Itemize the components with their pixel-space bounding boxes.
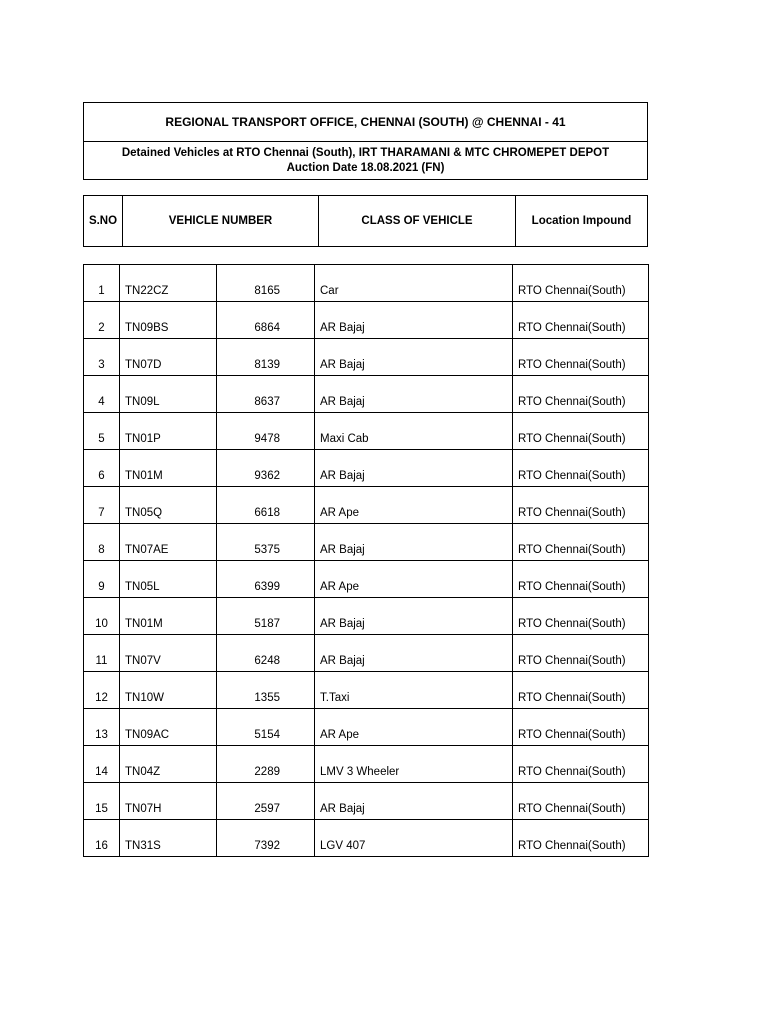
row-vehicle-class: AR Bajaj	[315, 635, 513, 672]
row-vehicle-prefix: TN22CZ	[120, 265, 217, 302]
row-location: RTO Chennai(South)	[513, 413, 649, 450]
row-vehicle-number: 9478	[217, 413, 315, 450]
vehicle-table-body	[84, 265, 649, 857]
header-class-of-vehicle: CLASS OF VEHICLE	[319, 196, 516, 246]
row-sno: 2	[84, 302, 120, 339]
table-row	[84, 339, 649, 376]
row-sno: 9	[84, 561, 120, 598]
row-vehicle-prefix: TN04Z	[120, 746, 217, 783]
row-location: RTO Chennai(South)	[513, 783, 649, 820]
title-block	[83, 102, 648, 180]
row-vehicle-class: T.Taxi	[315, 672, 513, 709]
table-row	[84, 413, 649, 450]
row-sno: 3	[84, 339, 120, 376]
row-vehicle-class: AR Ape	[315, 561, 513, 598]
row-vehicle-class: AR Bajaj	[315, 450, 513, 487]
table-row	[84, 302, 649, 339]
row-location: RTO Chennai(South)	[513, 524, 649, 561]
row-vehicle-number: 5187	[217, 598, 315, 635]
document-subtitle	[84, 142, 647, 179]
row-sno: 4	[84, 376, 120, 413]
row-location: RTO Chennai(South)	[513, 635, 649, 672]
row-location: RTO Chennai(South)	[513, 561, 649, 598]
row-vehicle-class: AR Bajaj	[315, 339, 513, 376]
table-row	[84, 746, 649, 783]
row-vehicle-number: 8637	[217, 376, 315, 413]
header-vehicle-number: VEHICLE NUMBER	[123, 196, 319, 246]
row-location: RTO Chennai(South)	[513, 672, 649, 709]
row-sno: 7	[84, 487, 120, 524]
row-vehicle-prefix: TN09AC	[120, 709, 217, 746]
row-sno: 5	[84, 413, 120, 450]
row-vehicle-number: 6248	[217, 635, 315, 672]
row-vehicle-class: AR Ape	[315, 709, 513, 746]
row-vehicle-class: AR Bajaj	[315, 302, 513, 339]
row-sno: 1	[84, 265, 120, 302]
document-title: REGIONAL TRANSPORT OFFICE, CHENNAI (SOUTH) @ CHENNAI - 41	[84, 103, 647, 142]
row-vehicle-prefix: TN05L	[120, 561, 217, 598]
row-sno: 13	[84, 709, 120, 746]
row-vehicle-number: 9362	[217, 450, 315, 487]
table-row	[84, 783, 649, 820]
row-vehicle-prefix: TN07AE	[120, 524, 217, 561]
row-vehicle-prefix: TN09L	[120, 376, 217, 413]
row-vehicle-class: Maxi Cab	[315, 413, 513, 450]
table-row	[84, 635, 649, 672]
table-row	[84, 487, 649, 524]
row-vehicle-prefix: TN01P	[120, 413, 217, 450]
table-row	[84, 265, 649, 302]
row-vehicle-number: 7392	[217, 820, 315, 857]
row-location: RTO Chennai(South)	[513, 376, 649, 413]
row-vehicle-prefix: TN09BS	[120, 302, 217, 339]
row-sno: 11	[84, 635, 120, 672]
row-sno: 14	[84, 746, 120, 783]
row-vehicle-class: AR Bajaj	[315, 524, 513, 561]
table-row	[84, 820, 649, 857]
row-vehicle-number: 2597	[217, 783, 315, 820]
table-row	[84, 672, 649, 709]
row-vehicle-class: AR Bajaj	[315, 783, 513, 820]
row-vehicle-number: 8139	[217, 339, 315, 376]
row-vehicle-number: 5154	[217, 709, 315, 746]
row-location: RTO Chennai(South)	[513, 450, 649, 487]
row-sno: 12	[84, 672, 120, 709]
auction-date: Auction Date 18.08.2021 (FN)	[286, 161, 445, 174]
row-location: RTO Chennai(South)	[513, 302, 649, 339]
row-vehicle-number: 6399	[217, 561, 315, 598]
row-vehicle-number: 8165	[217, 265, 315, 302]
row-location: RTO Chennai(South)	[513, 820, 649, 857]
table-row	[84, 709, 649, 746]
header-location: Location Impound	[531, 215, 632, 227]
row-vehicle-prefix: TN07D	[120, 339, 217, 376]
row-sno: 16	[84, 820, 120, 857]
table-row	[84, 524, 649, 561]
row-vehicle-number: 2289	[217, 746, 315, 783]
subtitle-line-1: Detained Vehicles at RTO Chennai (South), IRT THARAMANI & MTC CHROMEPET DEPOT	[121, 146, 610, 159]
table-row	[84, 450, 649, 487]
row-vehicle-class: AR Bajaj	[315, 376, 513, 413]
table-row	[84, 598, 649, 635]
row-sno: 6	[84, 450, 120, 487]
header-sno: S.NO	[84, 196, 123, 246]
row-vehicle-class: AR Ape	[315, 487, 513, 524]
row-vehicle-number: 1355	[217, 672, 315, 709]
row-location: RTO Chennai(South)	[513, 265, 649, 302]
row-location: RTO Chennai(South)	[513, 598, 649, 635]
row-vehicle-prefix: TN31S	[120, 820, 217, 857]
table-row	[84, 561, 649, 598]
row-location: RTO Chennai(South)	[513, 746, 649, 783]
row-vehicle-number: 6864	[217, 302, 315, 339]
row-vehicle-prefix: TN07V	[120, 635, 217, 672]
row-location: RTO Chennai(South)	[513, 487, 649, 524]
table-row	[84, 376, 649, 413]
row-vehicle-class: LGV 407	[315, 820, 513, 857]
row-vehicle-number: 6618	[217, 487, 315, 524]
vehicle-table	[83, 264, 649, 857]
row-sno: 15	[84, 783, 120, 820]
row-vehicle-class: Car	[315, 265, 513, 302]
row-vehicle-class: AR Bajaj	[315, 598, 513, 635]
row-vehicle-prefix: TN10W	[120, 672, 217, 709]
row-vehicle-number: 5375	[217, 524, 315, 561]
row-vehicle-prefix: TN07H	[120, 783, 217, 820]
row-vehicle-prefix: TN05Q	[120, 487, 217, 524]
table-header	[83, 195, 648, 247]
row-vehicle-prefix: TN01M	[120, 598, 217, 635]
row-vehicle-class: LMV 3 Wheeler	[315, 746, 513, 783]
row-sno: 10	[84, 598, 120, 635]
row-location: RTO Chennai(South)	[513, 339, 649, 376]
row-vehicle-prefix: TN01M	[120, 450, 217, 487]
row-location: RTO Chennai(South)	[513, 709, 649, 746]
row-sno: 8	[84, 524, 120, 561]
